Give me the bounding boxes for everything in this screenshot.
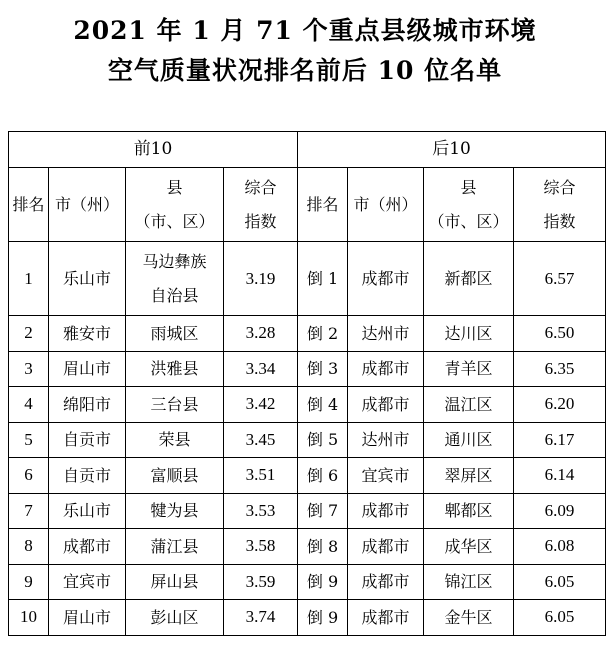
bottom-city-cell: 达州市 (348, 316, 424, 352)
top-county-cell: 雨城区 (126, 316, 224, 352)
bottom-rank-cell: 倒 8 (298, 529, 348, 565)
bottom-county-cell: 青羊区 (424, 351, 514, 387)
bottom-rank-cell: 倒 3 (298, 351, 348, 387)
bottom-rank-cell: 倒 5 (298, 422, 348, 458)
top-index-cell: 3.58 (224, 529, 298, 565)
top-county-cell (126, 242, 224, 316)
top-rank-cell: 4 (9, 387, 49, 423)
bottom-10-group-header: 后10 (298, 132, 606, 168)
bottom-index-cell: 6.05 (514, 600, 606, 636)
top-county-cell: 三台县 (126, 387, 224, 423)
top-county-cell: 犍为县 (126, 493, 224, 529)
top-index-cell: 3.74 (224, 600, 298, 636)
bottom-city-cell: 成都市 (348, 351, 424, 387)
index-header-line-1: 综合 (244, 177, 277, 197)
top-county-line-2: 自治县 (150, 285, 199, 305)
bottom-city-cell: 成都市 (348, 387, 424, 423)
top-index-cell: 3.19 (224, 242, 298, 316)
top-index-cell: 3.28 (224, 316, 298, 352)
bottom-rank-cell: 倒 2 (298, 316, 348, 352)
top-county-cell: 荣县 (126, 422, 224, 458)
bottom-county-cell: 锦江区 (424, 564, 514, 600)
bottom-index-cell: 6.14 (514, 458, 606, 494)
top-city-cell: 雅安市 (49, 316, 126, 352)
bottom-city-cell: 成都市 (348, 529, 424, 565)
top-city-cell: 成都市 (49, 529, 126, 565)
top-10-group-header: 前10 (9, 132, 298, 168)
city-header: 市（州） (49, 168, 126, 242)
bottom-rank-cell: 倒 7 (298, 493, 348, 529)
county-header (126, 168, 224, 242)
table-row (9, 387, 606, 423)
index-header-line-2: 指数 (543, 211, 576, 231)
top-city-cell: 自贡市 (49, 458, 126, 494)
top-index-cell: 3.53 (224, 493, 298, 529)
top-index-cell: 3.45 (224, 422, 298, 458)
index-header-line-2: 指数 (244, 211, 277, 231)
bottom-county-cell: 达川区 (424, 316, 514, 352)
top-county-cell: 蒲江县 (126, 529, 224, 565)
top-county-cell: 彭山区 (126, 600, 224, 636)
top-city-cell: 乐山市 (49, 242, 126, 316)
table-row (9, 242, 606, 316)
table-row (9, 493, 606, 529)
top-rank-cell: 3 (9, 351, 49, 387)
table-row (9, 316, 606, 352)
table-row (9, 458, 606, 494)
top-city-cell: 眉山市 (49, 351, 126, 387)
top-city-cell: 乐山市 (49, 493, 126, 529)
index-header-line-1: 综合 (543, 177, 576, 197)
county-header (424, 168, 514, 242)
bottom-city-cell: 成都市 (348, 493, 424, 529)
bottom-county-cell: 翠屏区 (424, 458, 514, 494)
bottom-rank-cell: 倒 1 (298, 242, 348, 316)
bottom-rank-cell: 倒 9 (298, 600, 348, 636)
bottom-index-cell: 6.35 (514, 351, 606, 387)
bottom-city-cell: 宜宾市 (348, 458, 424, 494)
top-rank-cell: 5 (9, 422, 49, 458)
bottom-rank-cell: 倒 4 (298, 387, 348, 423)
index-header (224, 168, 298, 242)
table-row (9, 600, 606, 636)
group-header-row (9, 132, 606, 168)
bottom-index-cell: 6.50 (514, 316, 606, 352)
rank-header: 排名 (298, 168, 348, 242)
table-row (9, 351, 606, 387)
top-county-cell: 屏山县 (126, 564, 224, 600)
bottom-county-cell: 金牛区 (424, 600, 514, 636)
bottom-index-cell: 6.08 (514, 529, 606, 565)
bottom-city-cell: 达州市 (348, 422, 424, 458)
bottom-index-cell: 6.20 (514, 387, 606, 423)
bottom-county-cell: 郫都区 (424, 493, 514, 529)
bottom-index-cell: 6.57 (514, 242, 606, 316)
county-header-line-1: 县 (460, 177, 477, 197)
top-city-cell: 自贡市 (49, 422, 126, 458)
bottom-county-cell: 通川区 (424, 422, 514, 458)
table-row (9, 529, 606, 565)
bottom-index-cell: 6.17 (514, 422, 606, 458)
bottom-rank-cell: 倒 9 (298, 564, 348, 600)
bottom-county-cell: 新都区 (424, 242, 514, 316)
top-city-cell: 眉山市 (49, 600, 126, 636)
top-county-line-1: 马边彝族 (142, 251, 207, 271)
top-rank-cell: 10 (9, 600, 49, 636)
bottom-county-cell: 温江区 (424, 387, 514, 423)
top-index-cell: 3.34 (224, 351, 298, 387)
top-rank-cell: 9 (9, 564, 49, 600)
top-rank-cell: 8 (9, 529, 49, 565)
top-index-cell: 3.51 (224, 458, 298, 494)
top-city-cell: 绵阳市 (49, 387, 126, 423)
bottom-city-cell: 成都市 (348, 600, 424, 636)
column-header-row (9, 168, 606, 242)
top-county-cell: 富顺县 (126, 458, 224, 494)
top-rank-cell: 6 (9, 458, 49, 494)
document-title-line-1: 2021 年 1 月 71 个重点县级城市环境 (73, 16, 537, 45)
county-header-line-2: （市、区） (134, 211, 215, 231)
top-city-cell: 宜宾市 (49, 564, 126, 600)
county-header-line-1: 县 (166, 177, 183, 197)
top-county-cell: 洪雅县 (126, 351, 224, 387)
document-title-line-2: 空气质量状况排名前后 10 位名单 (107, 56, 503, 85)
bottom-county-cell: 成华区 (424, 529, 514, 565)
city-header: 市（州） (348, 168, 424, 242)
top-index-cell: 3.42 (224, 387, 298, 423)
bottom-index-cell: 6.09 (514, 493, 606, 529)
rank-header: 排名 (9, 168, 49, 242)
ranking-table (8, 131, 606, 636)
top-rank-cell: 7 (9, 493, 49, 529)
index-header (514, 168, 606, 242)
bottom-city-cell: 成都市 (348, 242, 424, 316)
table-row (9, 422, 606, 458)
bottom-rank-cell: 倒 6 (298, 458, 348, 494)
county-header-line-2: （市、区） (428, 211, 509, 231)
bottom-index-cell: 6.05 (514, 564, 606, 600)
top-rank-cell: 1 (9, 242, 49, 316)
top-rank-cell: 2 (9, 316, 49, 352)
top-index-cell: 3.59 (224, 564, 298, 600)
bottom-city-cell: 成都市 (348, 564, 424, 600)
table-row (9, 564, 606, 600)
